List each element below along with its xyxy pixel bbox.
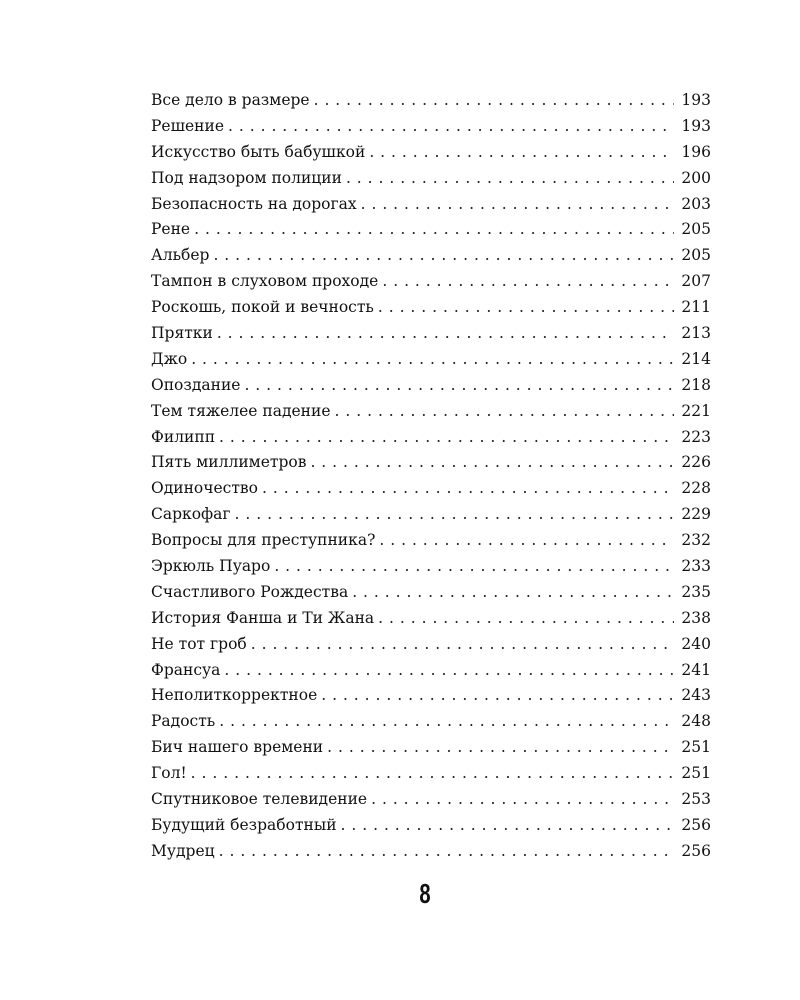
dot-leader [274, 554, 674, 580]
toc-entry-title: Все дело в размере [151, 91, 310, 109]
dot-leader [217, 321, 674, 347]
dot-leader [219, 709, 674, 735]
toc-entry-title: Счастливого Рождества [151, 582, 349, 601]
toc-entry-title: Мудрец [151, 841, 215, 860]
toc-entry [151, 399, 711, 425]
toc-entry [151, 632, 711, 658]
toc-entry-title: Саркофаг [151, 505, 231, 524]
dot-leader [251, 632, 674, 658]
toc-entry [151, 839, 711, 865]
dot-leader [378, 295, 674, 321]
dot-leader [224, 658, 674, 684]
toc-entry-title: Неполиткорректное [151, 686, 318, 705]
dot-leader [219, 425, 674, 451]
toc-entry [151, 88, 711, 114]
toc-entry-page: 214 [681, 349, 711, 368]
toc-entry-title: Решение [151, 116, 225, 135]
toc-entry-title: Тампон в слуховом проходе [151, 272, 379, 291]
toc-entry-title: Спутниковое телевидение [151, 790, 368, 809]
toc-entry-page: 205 [681, 220, 711, 239]
dot-leader [346, 166, 674, 192]
toc-entry-page: 200 [681, 168, 711, 187]
toc-entry-page: 196 [681, 142, 711, 161]
toc-entry-title: Будущий безработный [151, 815, 337, 834]
toc-entry-page: 256 [681, 815, 711, 834]
toc-entry-page: 228 [681, 479, 711, 498]
toc-entry-title: Под надзором полиции [151, 168, 342, 187]
toc-entry-title: Прятки [151, 324, 213, 343]
toc-entry [151, 658, 711, 684]
dot-leader [262, 476, 674, 502]
toc-entry [151, 166, 711, 192]
toc-entry [151, 114, 711, 140]
toc-entry-title: Роскошь, покой и вечность [151, 298, 374, 317]
toc-entry-page: 253 [681, 790, 711, 809]
toc-entry [151, 709, 711, 735]
toc-entry-title: Тем тяжелее падение [151, 401, 331, 420]
toc-entry [151, 606, 711, 632]
toc-entry-page: 211 [681, 298, 711, 317]
dot-leader [378, 606, 674, 632]
dot-leader [235, 502, 674, 528]
toc-entry-page: 226 [681, 453, 711, 472]
toc-entry [151, 295, 711, 321]
dot-leader [191, 761, 674, 787]
toc-entry-page: 235 [681, 582, 711, 601]
toc-entry [151, 813, 711, 839]
toc-entry-title: Филипп [151, 427, 216, 446]
toc-entry-title: Пять миллиметров [151, 453, 307, 472]
dot-leader [219, 839, 674, 865]
toc-entry [151, 787, 711, 813]
toc-entry-title: Одиночество [151, 479, 258, 498]
toc-entry [151, 683, 711, 709]
toc-entry-title: Джо [151, 349, 188, 368]
toc-entry-page: 193 [681, 116, 711, 135]
toc-entry [151, 580, 711, 606]
dot-leader [341, 813, 674, 839]
toc-entry [151, 140, 711, 166]
toc-entry-page: 232 [681, 531, 711, 550]
toc-entry-title: Гол! [151, 764, 187, 783]
toc-entry-page: 213 [681, 324, 711, 343]
toc-entry-page: 223 [681, 427, 711, 446]
toc-entry-page: 207 [681, 272, 711, 291]
dot-leader [314, 88, 674, 114]
toc-entry-page: 205 [681, 246, 711, 265]
dot-leader [371, 787, 674, 813]
dot-leader [244, 373, 674, 399]
toc-entry-title: История Фанша и Ти Жана [151, 608, 375, 627]
toc-entry-page: 256 [681, 841, 711, 860]
page-number: 8 [419, 878, 431, 909]
toc-entry [151, 425, 711, 451]
toc-entry-title: Не тот гроб [151, 634, 247, 653]
dot-leader [352, 580, 674, 606]
toc-entry-page: 218 [681, 375, 711, 394]
toc-entry-page: 193 [681, 91, 711, 109]
toc-entry-page: 229 [681, 505, 711, 524]
toc-entry [151, 192, 711, 218]
toc-entry-page: 221 [681, 401, 711, 420]
dot-leader [335, 399, 674, 425]
toc-entry [151, 761, 711, 787]
toc-entry [151, 243, 711, 269]
toc-entry-page: 240 [681, 634, 711, 653]
toc-entry [151, 502, 711, 528]
toc-entry-page: 251 [681, 738, 711, 757]
toc-entry-page: 243 [681, 686, 711, 705]
toc-entry-title: Радость [151, 712, 216, 731]
toc-entry-page: 233 [681, 557, 711, 576]
toc-entry-title: Рене [151, 220, 191, 239]
toc-entry-page: 251 [681, 764, 711, 783]
dot-leader [327, 735, 674, 761]
toc-entry-title: Искусство быть бабушкой [151, 142, 366, 161]
dot-leader [382, 269, 674, 295]
toc-entry-page: 238 [681, 608, 711, 627]
toc-entry-title: Эркюль Пуаро [151, 557, 271, 576]
table-of-contents [151, 88, 711, 865]
toc-entry-title: Альбер [151, 246, 210, 265]
toc-entry [151, 528, 711, 554]
dot-leader [361, 192, 674, 218]
dot-leader [369, 140, 674, 166]
toc-entry-title: Вопросы для преступника? [151, 531, 376, 550]
toc-entry [151, 269, 711, 295]
toc-entry [151, 476, 711, 502]
toc-entry [151, 347, 711, 373]
toc-entry-page: 248 [681, 712, 711, 731]
toc-entry-title: Безопасность на дорогах [151, 194, 357, 213]
toc-entry [151, 450, 711, 476]
dot-leader [310, 450, 674, 476]
toc-entry [151, 217, 711, 243]
dot-leader [321, 683, 674, 709]
toc-entry [151, 735, 711, 761]
toc-entry-title: Бич нашего времени [151, 738, 324, 757]
toc-entry [151, 554, 711, 580]
toc-entry-page: 241 [681, 660, 711, 679]
toc-entry-page: 203 [681, 194, 711, 213]
dot-leader [194, 217, 674, 243]
dot-leader [213, 243, 674, 269]
dot-leader [228, 114, 674, 140]
dot-leader [191, 347, 674, 373]
toc-entry-title: Франсуа [151, 660, 221, 679]
toc-entry [151, 373, 711, 399]
toc-entry-title: Опоздание [151, 375, 241, 394]
toc-entry [151, 321, 711, 347]
dot-leader [379, 528, 674, 554]
